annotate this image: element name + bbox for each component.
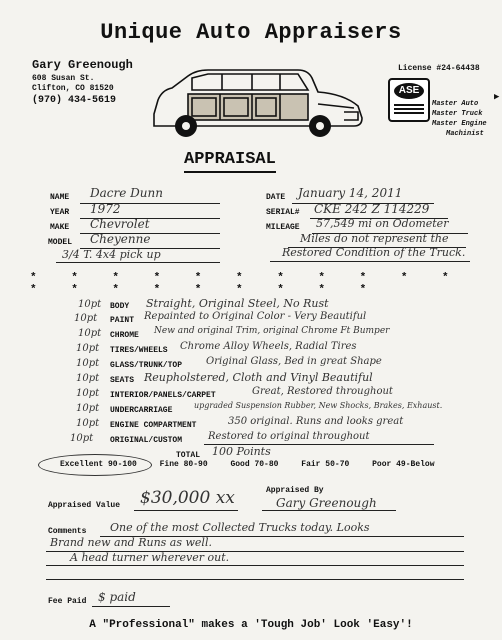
mileage-value: 57,549 mi on Odometer <box>316 217 449 230</box>
appraised-by-label: Appraised By <box>266 486 324 495</box>
footer-slogan: A "Professional" makes a 'Tough Job' Look 'Easy'! <box>89 619 413 631</box>
section-label-glass: GLASS/TRUNK/TOP <box>110 361 183 370</box>
woody-wagon-illustration <box>148 60 368 144</box>
section-label-original: ORIGINAL/CUSTOM <box>110 436 183 445</box>
appraised-value: $30,000 xx <box>140 488 235 508</box>
comment-line-3: A head turner wherever out. <box>70 551 230 564</box>
section-label-paint: PAINT <box>110 316 135 325</box>
cert-master-truck: Master Truck <box>432 110 483 118</box>
star-divider: * * * * * * * * * * * * * * * * * * * * <box>30 272 463 296</box>
date-value: January 14, 2011 <box>298 186 403 200</box>
address-line-1: 608 Susan St. <box>32 74 95 83</box>
section-note-engine: 350 original. Runs and looks great <box>228 416 404 427</box>
section-label-interior: INTERIOR/PANELS/CARPET <box>110 391 216 400</box>
fee-paid-label: Fee Paid <box>48 597 87 606</box>
rating-fine: Fine 80-90 <box>159 460 208 469</box>
ase-logo-text: ASE <box>394 83 424 99</box>
name-value: Dacre Dunn <box>90 186 163 200</box>
mileage-value-line-3: Restored Condition of the Truck. <box>282 246 466 259</box>
year-value: 1972 <box>90 202 121 216</box>
points-original: 10pt <box>70 433 94 444</box>
model-label: MODEL <box>48 238 73 247</box>
section-note-seats: Reupholstered, Cloth and Vinyl Beautiful <box>144 371 373 384</box>
date-label: DATE <box>266 193 286 202</box>
section-label-seats: SEATS <box>110 376 135 385</box>
points-interior: 10pt <box>76 388 100 399</box>
section-label-tires: TIRES/WHEELS <box>110 346 168 355</box>
section-label-engine: ENGINE COMPARTMENT <box>110 421 197 430</box>
appraised-value-label: Appraised Value <box>48 501 121 510</box>
section-label-undercarriage: UNDERCARRIAGE <box>110 406 173 415</box>
address-line-2: Clifton, CO 81520 <box>32 84 114 93</box>
mileage-label: MILEAGE <box>266 223 300 232</box>
rating-poor: Poor 49-Below <box>372 460 435 469</box>
phone-number: (970) 434-5619 <box>32 95 117 106</box>
section-note-body: Straight, Original Steel, No Rust <box>146 297 329 310</box>
comment-line-2: Brand new and Runs as well. <box>50 536 212 549</box>
points-seats: 10pt <box>76 373 100 384</box>
section-note-undercarriage: upgraded Suspension Rubber, New Shocks, Brakes, Exhaust. <box>194 401 443 410</box>
arrow-right-icon: ▶ <box>494 92 500 102</box>
serial-label: SERIAL# <box>266 208 300 217</box>
points-undercarriage: 10pt <box>76 403 100 414</box>
model-value: Cheyenne <box>90 232 151 246</box>
make-value: Chevrolet <box>90 217 150 231</box>
section-note-chrome: New and original Trim, original Chrome Ft Bumper <box>154 326 390 336</box>
total-value: 100 Points <box>212 445 271 458</box>
serial-value: CKE 242 Z 114229 <box>314 202 430 216</box>
rating-good: Good 70-80 <box>230 460 279 469</box>
section-note-paint: Repainted to Original Color - Very Beautiful <box>144 311 367 322</box>
points-body: 10pt <box>78 299 102 310</box>
cert-master-engine: Master Engine <box>432 120 487 128</box>
section-label-chrome: CHROME <box>110 331 139 340</box>
name-label: NAME <box>50 193 70 202</box>
company-title: Unique Auto Appraisers <box>100 20 402 45</box>
make-label: MAKE <box>50 223 70 232</box>
appraiser-signature: Gary Greenough <box>276 496 377 510</box>
points-chrome: 10pt <box>78 328 102 339</box>
section-note-glass: Original Glass, Bed in great Shape <box>206 356 382 367</box>
section-label-body: BODY <box>110 302 130 311</box>
form-title: APPRAISAL <box>184 150 276 173</box>
rating-fair: Fair 50-70 <box>301 460 350 469</box>
mileage-value-line-2: Miles do not represent the <box>300 232 449 245</box>
owner-name: Gary Greenough <box>32 58 133 72</box>
comments-label: Comments <box>48 527 87 536</box>
rating-excellent: Excellent 90-100 <box>60 460 137 469</box>
points-paint: 10pt <box>74 313 98 324</box>
cert-machinist: Machinist <box>446 130 484 138</box>
section-note-interior: Great, Restored throughout <box>252 386 393 397</box>
rating-scale <box>60 460 453 469</box>
points-tires: 10pt <box>76 343 100 354</box>
cert-master-auto: Master Auto <box>432 100 479 108</box>
total-label: TOTAL <box>176 451 201 460</box>
points-glass: 10pt <box>76 358 100 369</box>
model-value-line-2: 3/4 T. 4x4 pick up <box>62 248 161 261</box>
comment-line-1: One of the most Collected Trucks today. Looks <box>110 521 370 534</box>
points-engine: 10pt <box>76 418 100 429</box>
fee-paid-value: $ paid <box>98 590 136 604</box>
year-label: YEAR <box>50 208 70 217</box>
section-note-original: Restored to original throughout <box>208 431 370 442</box>
section-note-tires: Chrome Alloy Wheels, Radial Tires <box>180 341 357 352</box>
ase-logo <box>388 78 430 122</box>
license-number: License #24-64438 <box>398 64 480 73</box>
